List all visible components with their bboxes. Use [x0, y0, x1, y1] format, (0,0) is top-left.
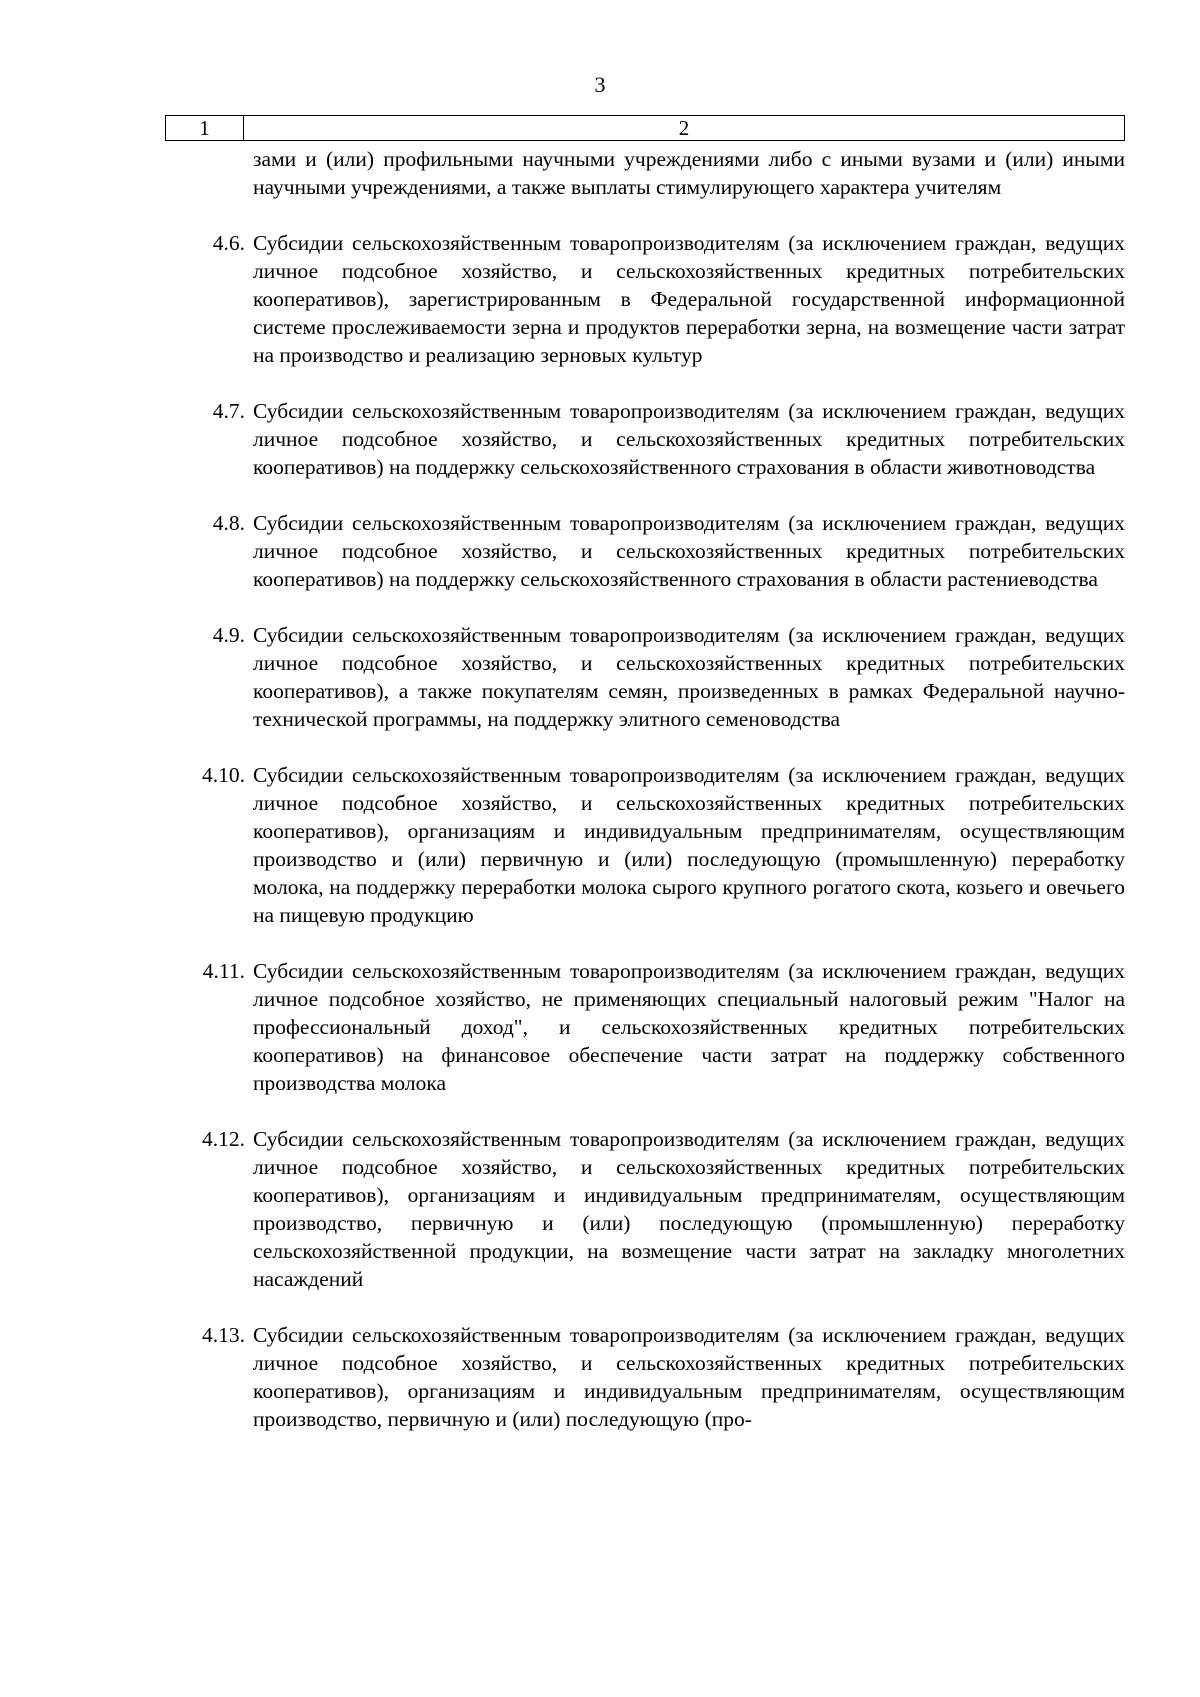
item-text: Субсидии сельскохозяйственным товаропроизводителям (за исключением граждан, ведущих личное подсобное хозяйство, и сельскохозяйственных кредитных потребительских кооперативов), зарегистрированным в Федеральной государственной информационной системе прослеживаемости зерна и продуктов переработки зерна, на возмещение части затрат на производство и реализацию зерновых культур [253, 231, 1125, 367]
continuation-row [165, 145, 1125, 201]
item-text: Субсидии сельскохозяйственным товаропроизводителям (за исключением граждан, ведущих личное подсобное хозяйство, и сельскохозяйственных кредитных потребительских кооперативов), организациям и индивидуальным предпринимателям, осуществляющим производство, первичную и (или) последующую (про- [253, 1323, 1125, 1431]
page-number: 3 [594, 72, 606, 97]
list-item [165, 509, 1125, 593]
item-number: 4.10. [202, 763, 245, 787]
continuation-text: зами и (или) профильными научными учреждениями либо с иными вузами и (или) иными научными учреждениями, а также выплаты стимулирующего характера учителям [253, 147, 1125, 199]
list-item [165, 1321, 1125, 1433]
document-body [165, 145, 1125, 1461]
list-item [165, 229, 1125, 369]
item-text: Субсидии сельскохозяйственным товаропроизводителям (за исключением граждан, ведущих личное подсобное хозяйство, и сельскохозяйственных кредитных потребительских кооперативов), а также покупателям семян, произведенных в рамках Федеральной научно-технической программы, на поддержку элитного семеноводства [253, 623, 1125, 731]
item-text: Субсидии сельскохозяйственным товаропроизводителям (за исключением граждан, ведущих личное подсобное хозяйство, и сельскохозяйственных кредитных потребительских кооперативов) на поддержку сельскохозяйственного страхования в области животноводства [253, 399, 1125, 479]
item-number: 4.6. [212, 231, 245, 255]
list-item [165, 761, 1125, 929]
item-number: 4.12. [202, 1127, 245, 1151]
item-number: 4.7. [212, 399, 245, 423]
list-item [165, 957, 1125, 1097]
list-item [165, 621, 1125, 733]
item-text: Субсидии сельскохозяйственным товаропроизводителям (за исключением граждан, ведущих личное подсобное хозяйство, и сельскохозяйственных кредитных потребительских кооперативов) на поддержку сельскохозяйственного страхования в области растениеводства [253, 511, 1125, 591]
item-number: 4.9. [212, 623, 245, 647]
list-item [165, 1125, 1125, 1293]
table-header-col-1: 1 [166, 116, 244, 140]
item-text: Субсидии сельскохозяйственным товаропроизводителям (за исключением граждан, ведущих личное подсобное хозяйство, не применяющих специальный налоговый режим "Налог на профессиональный доход", и сельскохозяйственных кредитных потребительских кооперативов) на финансовое обеспечение части затрат на поддержку собственного производства молока [253, 959, 1125, 1095]
list-item [165, 397, 1125, 481]
item-text: Субсидии сельскохозяйственным товаропроизводителям (за исключением граждан, ведущих личное подсобное хозяйство, и сельскохозяйственных кредитных потребительских кооперативов), организациям и индивидуальным предпринимателям, осуществляющим производство, первичную и (или) последующую (промышленную) переработку сельскохозяйственной продукции, на возмещение части затрат на закладку многолетних насаждений [253, 1127, 1125, 1291]
item-number: 4.8. [212, 511, 245, 535]
table-header-col-2: 2 [678, 116, 690, 140]
item-number: 4.11. [202, 959, 245, 983]
item-text: Субсидии сельскохозяйственным товаропроизводителям (за исключением граждан, ведущих личное подсобное хозяйство, и сельскохозяйственных кредитных потребительских кооперативов), организациям и индивидуальным предпринимателям, осуществляющим производство и (или) первичную и (или) последующую (промышленную) переработку молока, на поддержку переработки молока сырого крупного рогатого скота, козьего и овечьего на пищевую продукцию [253, 763, 1125, 927]
item-number: 4.13. [202, 1323, 245, 1347]
table-header-row [165, 115, 1125, 141]
